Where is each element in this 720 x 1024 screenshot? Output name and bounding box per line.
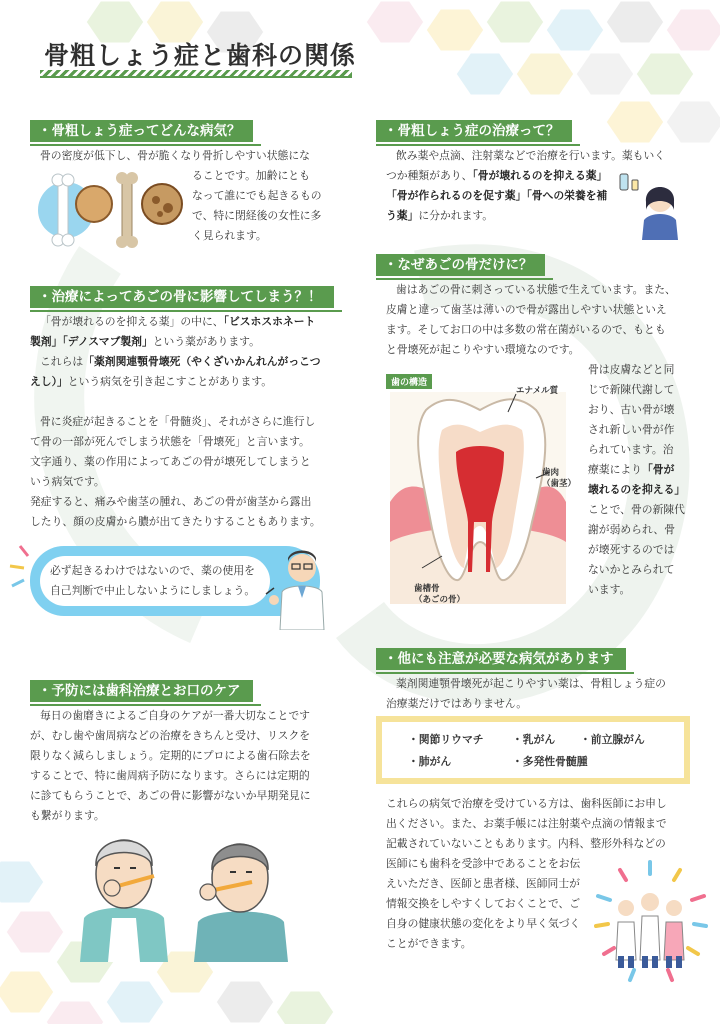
other-diseases-after-6: 情報交換をしやすくしておくことで、ご: [386, 897, 581, 910]
disease-multiple-myeloma: ・多発性骨髄腫: [512, 755, 588, 768]
section-heading-other-diseases: ・他にも注意が必要な病気があります: [376, 648, 626, 670]
osteoporosis-line-1: 骨の密度が低下し、骨が脆くなり骨折しやすい状態にな: [40, 149, 310, 162]
jaw-effect-p2-line-2: えし）」という病気を引き起こすことがあります。: [30, 375, 273, 388]
bone-illustration: [36, 168, 186, 252]
doctors-and-patient-illustration: [590, 856, 712, 984]
section-heading-jaw-effect: ・治療によってあごの骨に影響してしまう？！: [30, 286, 334, 308]
jaw-effect-p1-line-2: 製剤」「デノスマブ製剤」という薬があります。: [30, 335, 260, 348]
enamel-label: エナメル質: [516, 386, 559, 396]
jaw-effect-p2-line-1: これらは「薬剤関連顎骨壊死（やくざいかんれんがっこつ: [40, 355, 321, 368]
why-jaw-line-1: 歯はあごの骨に刺さっている状態で生えています。また、: [396, 283, 676, 296]
jaw-effect-p3-line-1: 骨に炎症が起きることを「骨髄炎」、それがさらに進行し: [40, 415, 316, 428]
sparkle-lines: [6, 542, 32, 598]
disease-rheumatoid: ・関節リウマチ: [408, 733, 484, 746]
prevention-line-5: に診てもらうことで、あごの骨に影響がないか早期発見に: [30, 789, 311, 802]
other-diseases-after-8: ことができます。: [386, 937, 472, 950]
brushing-people-illustration: [74, 822, 294, 962]
treatment-line-1: 飲み薬や点滴、注射薬などで治療を行います。薬もいく: [396, 149, 666, 162]
prevention-line-2: が、むし歯や歯周病などの治療をきちんと受け、リスクを: [30, 729, 311, 742]
alveolar-bone-label: 歯槽骨 （あごの骨）: [414, 584, 466, 605]
jaw-effect-p3-line-5: 発症すると、痛みや歯茎の腫れ、あごの骨が歯茎から露出: [30, 495, 312, 508]
disease-prostate-cancer: ・前立腺がん: [580, 733, 645, 746]
gum-label: 歯肉 （歯茎）: [542, 468, 577, 489]
jaw-effect-p1-line-1: 「骨が壊れるのを抑える薬」の中に、「ビスホスホネート: [40, 315, 316, 328]
prevention-line-1: 毎日の歯磨きによるご自身のケアが一番大切なことです: [40, 709, 310, 722]
other-diseases-after-1: これらの病気で治療を受けている方は、歯科医師にお申し: [386, 797, 667, 810]
jaw-effect-p3-line-3: 文字通り、薬の作用によってあごの骨が壊死してしまうと: [30, 455, 311, 468]
osteoporosis-line-5: く見られます。: [192, 229, 267, 242]
woman-with-medicine-illustration: [614, 170, 688, 240]
osteoporosis-line-2: ることです。加齢にとも: [192, 169, 310, 182]
section-heading-treatment: ・骨粗しょう症の治療って？: [376, 120, 572, 142]
other-diseases-after-3: 記載されていないこともあります。内科、整形外科などの: [386, 837, 666, 850]
prevention-line-6: も繋がります。: [30, 809, 105, 822]
other-diseases-line-1: 薬剤関連顎骨壊死が起こりやすい薬は、骨粗しょう症の: [396, 677, 666, 690]
why-jaw-side-text: 骨は皮膚などと同 じで新陳代謝して おり、古い骨が壊 され新しい骨が作 られています。治 療薬により「骨が 壊れるのを抑える」 ことで、骨の新陳代 謝が弱められ、骨 が壊死するのでは ないかとみられて います。: [588, 363, 686, 596]
osteoporosis-line-4: で、特に閉経後の女性に多: [192, 209, 322, 222]
jaw-effect-p3-line-4: いう病気です。: [30, 475, 105, 488]
prevention-line-3: 限りなく減らしましょう。定期的にプロによる歯石除去を: [30, 749, 311, 762]
other-diseases-after-2: 出ください。また、お薬手帳には注射薬や点滴の情報まで: [386, 817, 667, 830]
jaw-effect-p3-line-2: て骨の一部が死んでしまう状態を「骨壊死」と言います。: [30, 435, 310, 448]
treatment-line-3: 「骨が作られるのを促す薬」「骨への栄養を補: [386, 189, 608, 202]
other-diseases-after-5: えいただき、医師と患者様、医師同士が: [386, 877, 580, 890]
tooth-diagram: [386, 392, 582, 604]
note-text: [40, 556, 270, 606]
tooth-structure-label: 歯の構造: [386, 374, 432, 389]
title-underline: [40, 70, 352, 78]
note-line-2: 自己判断で中止しないようにしましょう。: [50, 584, 256, 597]
doctor-illustration: [262, 548, 334, 630]
jaw-effect-p3-line-6: したり、顔の皮膚から膿が出てきたりすることもあります。: [30, 515, 321, 528]
prevention-line-4: することで、特に歯周病予防になります。さらには定期的: [30, 769, 310, 782]
treatment-line-2: つか種類があり、「骨が壊れるのを抑える薬」: [386, 169, 608, 182]
section-heading-why-jaw: ・なぜあごの骨だけに？: [376, 254, 545, 276]
why-jaw-line-4: と骨壊死が起こりやすい環境なのです。: [386, 343, 580, 356]
section-heading-prevention: ・予防には歯科治療とお口のケア: [30, 680, 253, 702]
page-title: 骨粗しょう症と歯科の関係: [44, 41, 357, 70]
other-diseases-after-7: 自身の健康状態の変化をより早く気づく: [386, 917, 581, 930]
osteoporosis-line-3: なって誰にでも起きるもの: [192, 189, 322, 202]
disease-lung-cancer: ・肺がん: [408, 755, 452, 768]
other-diseases-after-4: 医師にも歯科を受診中であることをお伝: [386, 857, 581, 870]
why-jaw-line-3: ます。そしてお口の中は多数の常在菌がいるので、もとも: [386, 323, 666, 336]
disease-breast-cancer: ・乳がん: [512, 733, 556, 746]
treatment-line-4: う薬」に分かれます。: [386, 209, 494, 222]
section-heading-osteoporosis: ・骨粗しょう症ってどんな病気？: [30, 120, 253, 142]
why-jaw-line-2: 皮膚と違って歯茎は薄いので骨が露出しやすい状態といえ: [386, 303, 667, 316]
other-diseases-line-2: 治療薬だけではありません。: [386, 697, 528, 710]
disease-list-box: [376, 716, 690, 784]
note-line-1: 必ず起きるわけではないので、薬の使用を: [50, 564, 255, 577]
